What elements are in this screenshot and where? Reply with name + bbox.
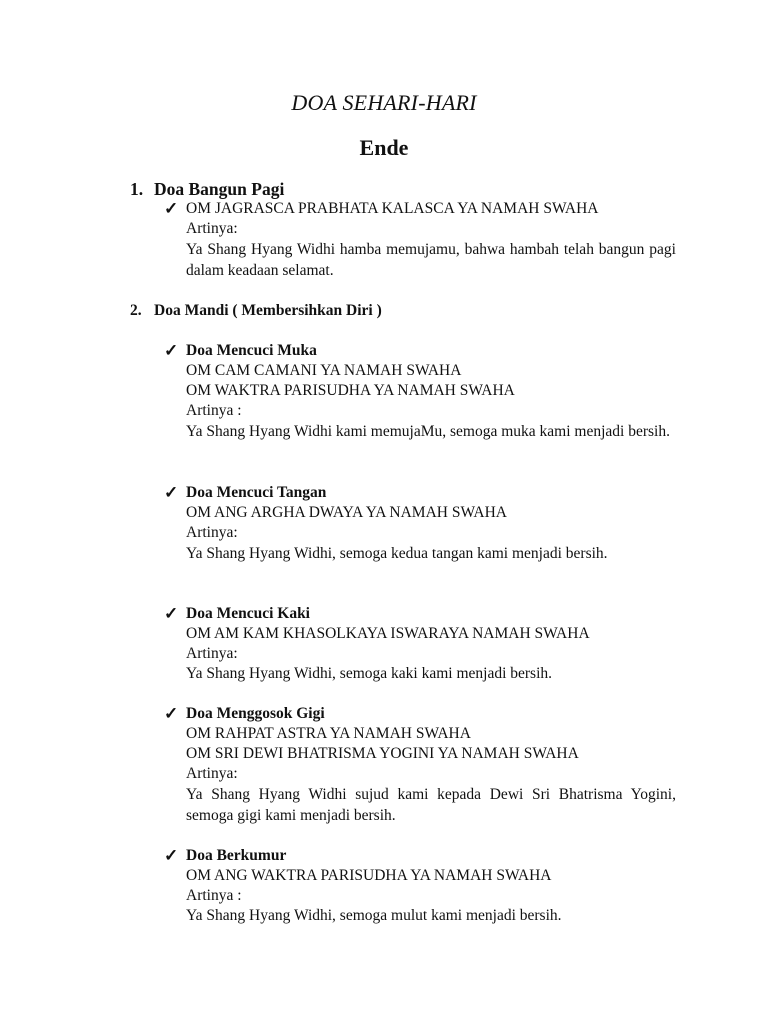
prayer-mencuci-kaki bbox=[164, 604, 676, 684]
section-number: 1. bbox=[130, 179, 144, 199]
mantra-line: OM RAHPAT ASTRA YA NAMAH SWAHA bbox=[186, 725, 471, 742]
artinya-label: Artinya: bbox=[186, 524, 238, 541]
prayer-name: Doa Menggosok Gigi bbox=[186, 705, 325, 722]
artinya-label: Artinya: bbox=[186, 220, 238, 237]
meaning-text: Ya Shang Hyang Widhi, semoga kedua tangan kami menjadi bersih. bbox=[186, 545, 608, 562]
prayer-name: Doa Berkumur bbox=[186, 847, 287, 864]
prayer-name: Doa Mencuci Tangan bbox=[186, 484, 327, 501]
meaning-text: Ya Shang Hyang Widhi kami memujaMu, semoga muka kami menjadi bersih. bbox=[186, 423, 670, 440]
mantra-line: OM AM KAM KHASOLKAYA ISWARAYA NAMAH SWAHA bbox=[186, 625, 590, 642]
mantra-line: OM JAGRASCA PRABHATA KALASCA YA NAMAH SWAHA bbox=[186, 200, 599, 217]
section-heading-bangun-pagi bbox=[130, 179, 284, 200]
checkmark-icon: ✓ bbox=[164, 199, 179, 218]
mantra-line: OM ANG WAKTRA PARISUDHA YA NAMAH SWAHA bbox=[186, 867, 552, 884]
section-title: Doa Mandi ( Membersihkan Diri ) bbox=[154, 302, 382, 319]
mantra-line: OM WAKTRA PARISUDHA YA NAMAH SWAHA bbox=[186, 382, 515, 399]
meaning-text: Ya Shang Hyang Widhi, semoga kaki kami menjadi bersih. bbox=[186, 665, 553, 682]
mantra-line: OM ANG ARGHA DWAYA YA NAMAH SWAHA bbox=[186, 504, 507, 521]
prayer-mencuci-tangan bbox=[164, 483, 676, 564]
checkmark-icon: ✓ bbox=[164, 604, 179, 623]
artinya-label: Artinya : bbox=[186, 887, 242, 904]
checkmark-icon: ✓ bbox=[164, 483, 179, 502]
prayer-menggosok-gigi bbox=[164, 704, 676, 826]
mantra-line: OM SRI DEWI BHATRISMA YOGINI YA NAMAH SWAHA bbox=[186, 745, 579, 762]
prayer-bangun-pagi bbox=[164, 199, 676, 281]
prayer-berkumur bbox=[164, 846, 676, 926]
prayer-mencuci-muka bbox=[164, 341, 676, 442]
artinya-label: Artinya: bbox=[186, 765, 238, 782]
prayer-name: Doa Mencuci Muka bbox=[186, 342, 317, 359]
mantra-line: OM CAM CAMANI YA NAMAH SWAHA bbox=[186, 362, 462, 379]
checkmark-icon: ✓ bbox=[164, 341, 179, 360]
checkmark-icon: ✓ bbox=[164, 704, 179, 723]
section-number: 2. bbox=[130, 302, 142, 319]
section-title: Doa Bangun Pagi bbox=[154, 179, 285, 199]
document-subtitle: Ende bbox=[359, 135, 409, 160]
artinya-label: Artinya : bbox=[186, 402, 242, 419]
prayer-name: Doa Mencuci Kaki bbox=[186, 605, 310, 622]
meaning-text: Ya Shang Hyang Widhi, semoga mulut kami menjadi bersih. bbox=[186, 907, 562, 924]
meaning-text: Ya Shang Hyang Widhi hamba memujamu, bahwa hambah telah bangun pagi dalam keadaan selamat. bbox=[186, 241, 676, 279]
section-heading-mandi bbox=[130, 302, 382, 320]
artinya-label: Artinya: bbox=[186, 645, 238, 662]
document-title: DOA SEHARI-HARI bbox=[291, 90, 477, 115]
meaning-text: Ya Shang Hyang Widhi sujud kami kepada Dewi Sri Bhatrisma Yogini, semoga gigi kami menjadi bersih. bbox=[186, 786, 676, 824]
checkmark-icon: ✓ bbox=[164, 846, 179, 865]
